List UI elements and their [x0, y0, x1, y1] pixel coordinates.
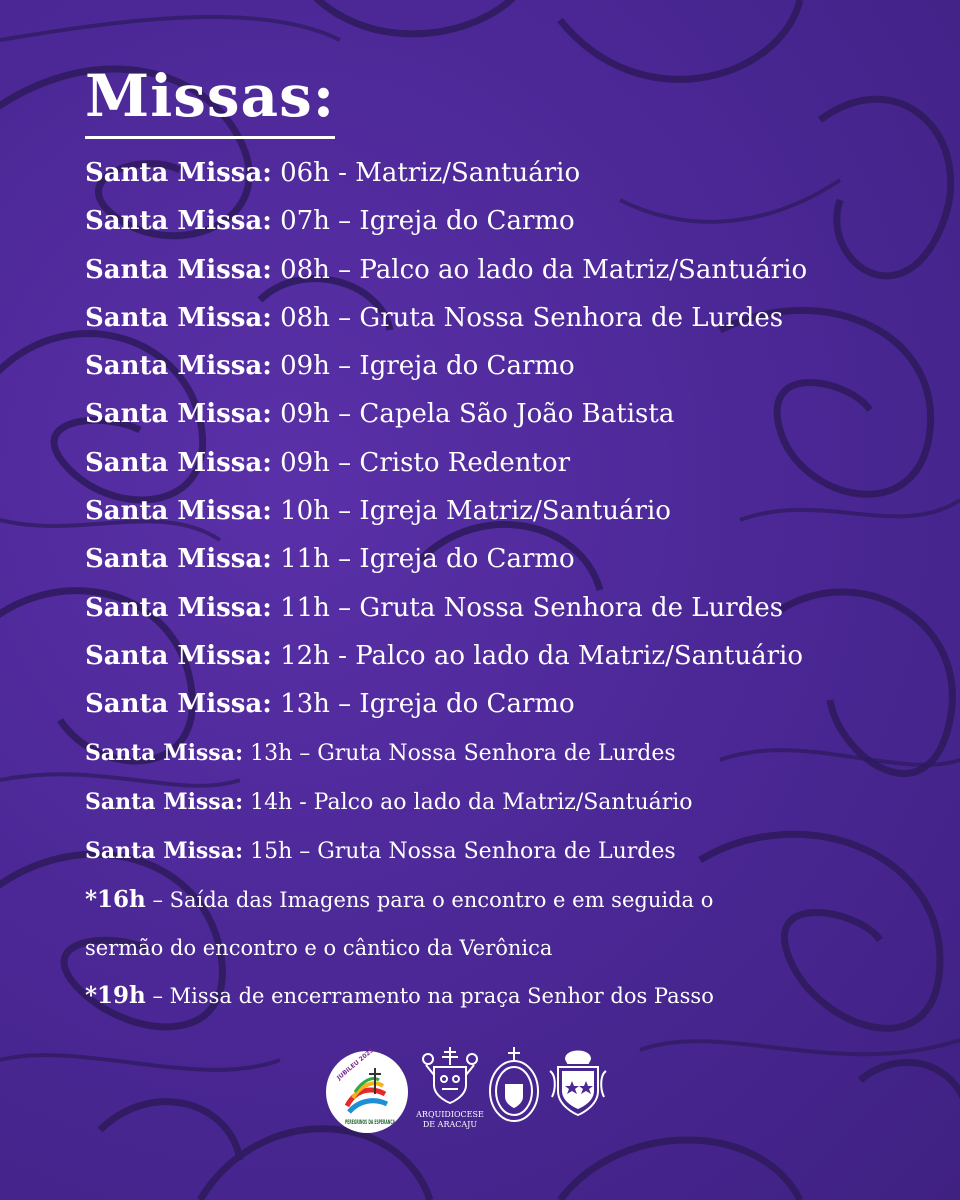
mass-label: Santa Missa: — [85, 158, 272, 188]
mass-line — [85, 439, 925, 487]
mass-text: 11h – Gruta Nossa Senhora de Lurdes — [271, 592, 784, 623]
jubilee-year-text: JUBILEU 2025 — [335, 1046, 376, 1082]
mass-line — [85, 535, 925, 583]
mass-label: Santa Missa: — [85, 689, 272, 720]
mass-line — [85, 342, 925, 390]
archdiocese-line1: ARQUIDIOCESE — [416, 1110, 484, 1119]
archdiocese-crest-logo — [420, 1045, 480, 1107]
mass-line — [85, 149, 925, 197]
parish-crest-logo — [546, 1045, 610, 1119]
archdiocese-label — [410, 1110, 490, 1130]
mass-label: Santa Missa: — [85, 206, 272, 237]
note-time: *16h — [85, 886, 146, 914]
note-line — [85, 924, 925, 972]
title-underline — [85, 136, 335, 139]
mass-text: 06h - Matriz/Santuário — [271, 158, 581, 188]
mass-line — [85, 827, 925, 876]
mass-text: 15h – Gruta Nossa Senhora de Lurdes — [243, 839, 676, 865]
note-line — [85, 972, 925, 1020]
mass-label: Santa Missa: — [85, 544, 272, 575]
mass-line — [85, 584, 925, 632]
mass-text: 11h – Igreja do Carmo — [271, 544, 575, 575]
mass-label: Santa Missa: — [85, 739, 244, 766]
archdiocese-line2: DE ARACAJU — [422, 1120, 478, 1129]
mass-label: Santa Missa: — [85, 254, 272, 285]
note-text: sermão do encontro e o cântico da Verônica — [85, 936, 553, 961]
mass-text: 09h – Capela São João Batista — [271, 399, 675, 430]
mass-line — [85, 246, 925, 294]
mass-label: Santa Missa: — [85, 838, 244, 865]
mass-line — [85, 294, 925, 342]
mass-label: Santa Missa: — [85, 399, 272, 430]
mass-line — [85, 778, 925, 827]
mass-label: Santa Missa: — [85, 302, 272, 333]
mass-line — [85, 632, 925, 680]
mass-text: 08h – Gruta Nossa Senhora de Lurdes — [271, 302, 784, 333]
schedule-content — [85, 60, 925, 1020]
mass-label: Santa Missa: — [85, 640, 272, 671]
mass-label: Santa Missa: — [85, 447, 272, 478]
mass-text: 10h – Igreja Matriz/Santuário — [271, 496, 671, 527]
mass-text: 08h – Palco ao lado da Matriz/Santuário — [271, 254, 808, 285]
parish-seal-logo — [486, 1045, 542, 1127]
jubilee-motto-text: PEREGRINOS DA ESPERANÇA — [345, 1119, 396, 1126]
mass-text: 12h - Palco ao lado da Matriz/Santuário — [271, 640, 803, 671]
page-title: Missas: — [85, 62, 336, 130]
mass-line — [85, 487, 925, 535]
mass-line — [85, 390, 925, 438]
mass-text: 14h - Palco ao lado da Matriz/Santuário — [243, 789, 693, 815]
mass-label: Santa Missa: — [85, 351, 272, 382]
mass-line — [85, 729, 925, 778]
note-text: – Missa de encerramento na praça Senhor dos Passo — [145, 984, 714, 1009]
note-line — [85, 876, 925, 924]
mass-label: Santa Missa: — [85, 592, 272, 623]
mass-text: 13h – Gruta Nossa Senhora de Lurdes — [243, 740, 676, 766]
mass-text: 07h – Igreja do Carmo — [271, 206, 575, 237]
mass-line — [85, 680, 925, 728]
mass-text: 09h – Igreja do Carmo — [271, 351, 575, 382]
mass-line — [85, 197, 925, 245]
note-time: *19h — [85, 982, 146, 1010]
note-text: – Saída das Imagens para o encontro e em seguida o — [145, 888, 714, 913]
mass-label: Santa Missa: — [85, 496, 272, 527]
mass-text: 09h – Cristo Redentor — [271, 447, 571, 478]
mass-label: Santa Missa: — [85, 788, 244, 815]
mass-text: 13h – Igreja do Carmo — [271, 689, 575, 720]
jubilee-2025-logo — [325, 1046, 409, 1134]
